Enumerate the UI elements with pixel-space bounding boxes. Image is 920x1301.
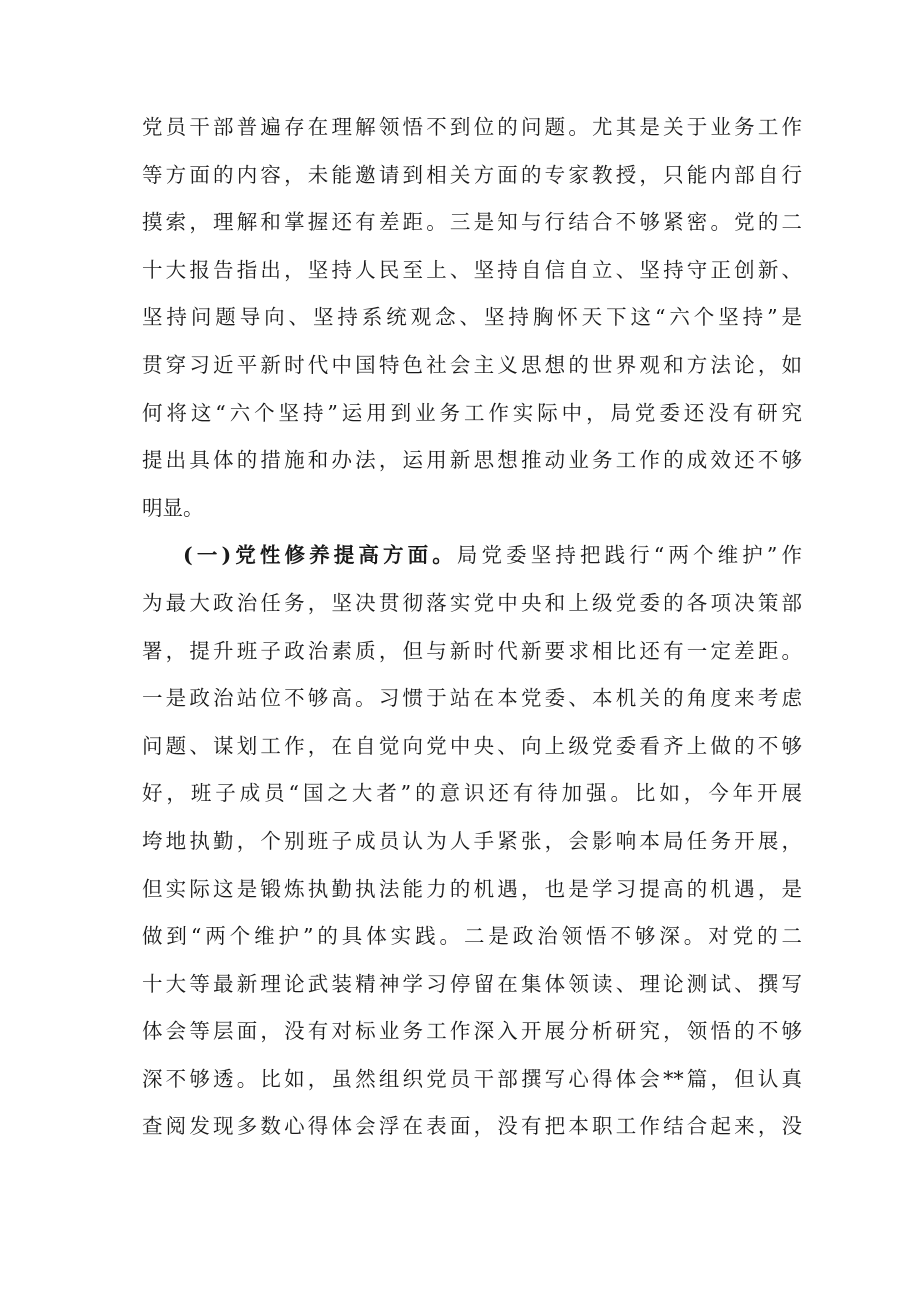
paragraph-line: 深不够透。比如，虽然组织党员干部撰写心得体会**篇，但认真	[142, 1066, 802, 1091]
paragraph-line: 为最大政治任务，坚决贯彻落实党中央和上级党委的各项决策部	[142, 590, 802, 615]
paragraph-line: 何将这“六个坚持”运用到业务工作实际中，局党委还没有研究	[142, 400, 802, 425]
paragraph-line: 十大等最新理论武装精神学习停留在集体领读、理论测试、撰写	[142, 971, 802, 996]
paragraph-line: 垮地执勤，个别班子成员认为人手紧张，会影响本局任务开展，	[142, 828, 802, 853]
paragraph-line: 党员干部普遍存在理解领悟不到位的问题。尤其是关于业务工作	[142, 115, 802, 139]
paragraph-line: 坚持问题导向、坚持系统观念、坚持胸怀天下这“六个坚持”是	[142, 305, 802, 330]
paragraph-line: 明显。	[142, 495, 204, 520]
document-body	[142, 104, 802, 1151]
paragraph-line: 查阅发现多数心得体会浮在表面，没有把本职工作结合起来，没	[142, 1114, 802, 1139]
paragraph-line: 一是政治站位不够高。习惯于站在本党委、本机关的角度来考虑	[142, 686, 802, 711]
section-heading: (一)党性修养提高方面。	[183, 543, 457, 568]
paragraph-line: 十大报告指出，坚持人民至上、坚持自信自立、坚持守正创新、	[142, 257, 802, 282]
paragraph-line: 等方面的内容，未能邀请到相关方面的专家教授，只能内部自行	[142, 162, 802, 187]
paragraph-line: 贯穿习近平新时代中国特色社会主义思想的世界观和方法论，如	[142, 352, 802, 377]
paragraph-line: 体会等层面，没有对标业务工作深入开展分析研究，领悟的不够	[142, 1019, 802, 1044]
section-first-line	[142, 532, 802, 580]
paragraph-line: 提出具体的措施和办法，运用新思想推动业务工作的成效还不够	[142, 448, 802, 473]
paragraph-line: 摸索，理解和掌握还有差距。三是知与行结合不够紧密。党的二	[142, 210, 802, 235]
paragraph-line: 做到“两个维护”的具体实践。二是政治领悟不够深。对党的二	[142, 924, 802, 949]
section-first-line-text: 局党委坚持把践行“两个维护”作	[456, 543, 802, 568]
paragraph-line: 但实际这是锻炼执勤执法能力的机遇，也是学习提高的机遇，是	[142, 876, 802, 901]
paragraph-line: 问题、谋划工作，在自觉向党中央、向上级党委看齐上做的不够	[142, 733, 802, 758]
paragraph-line: 署，提升班子政治素质，但与新时代新要求相比还有一定差距。	[142, 638, 802, 663]
paragraph-line: 好，班子成员“国之大者”的意识还有待加强。比如，今年开展	[142, 781, 802, 806]
